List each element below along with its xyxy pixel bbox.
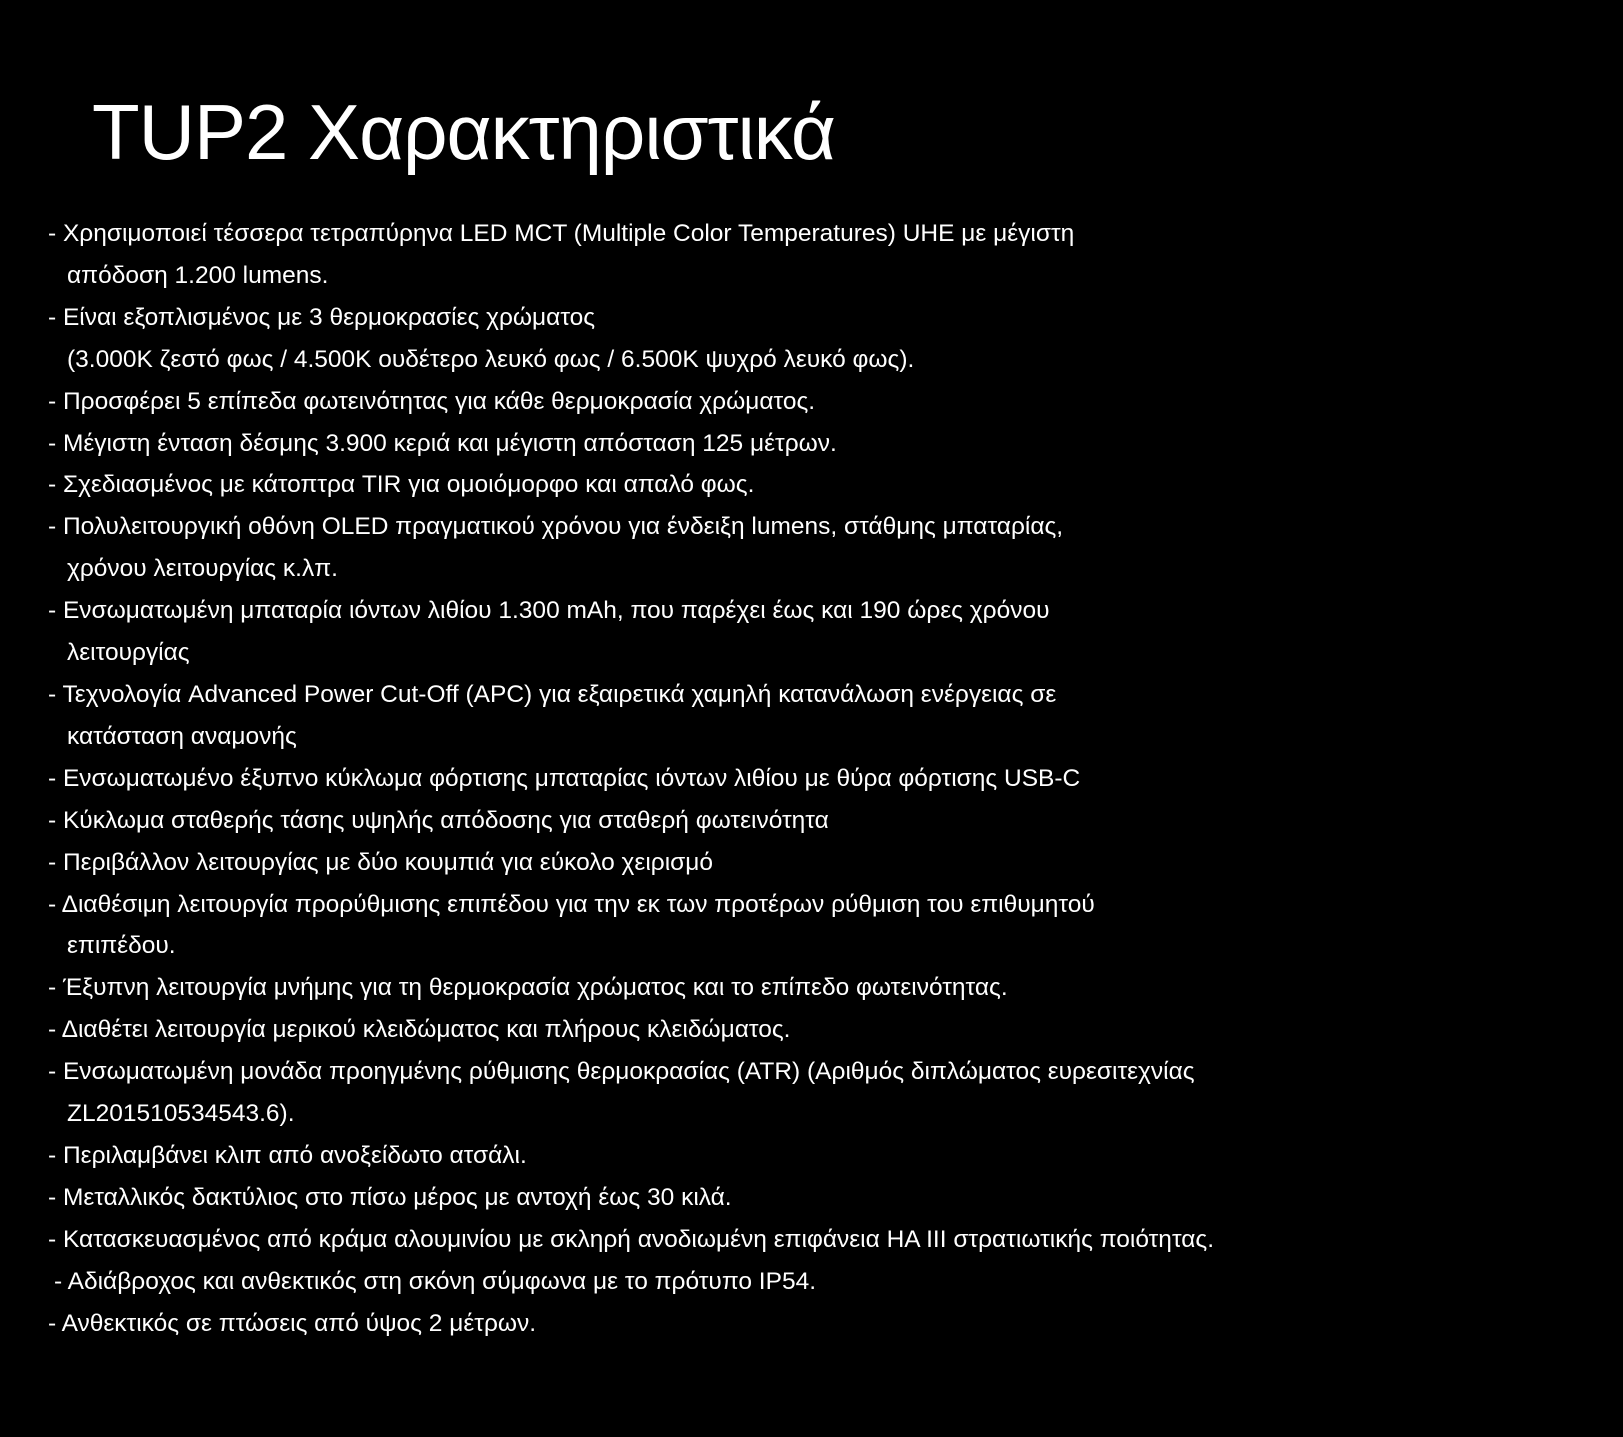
feature-item [48, 674, 1214, 758]
feature-text: - Διαθέσιμη λειτουργία προρύθμισης επιπέδου για την εκ των προτέρων ρύθμιση του επιθυμητού [48, 890, 1095, 918]
feature-item [48, 967, 1214, 1009]
feature-item [48, 758, 1214, 800]
feature-item [48, 800, 1214, 842]
feature-text: - Έξυπνη λειτουργία μνήμης για τη θερμοκρασία χρώματος και το επίπεδο φωτεινότητας. [48, 974, 1008, 1002]
feature-text-continued: επιπέδου. [67, 932, 176, 960]
feature-text: - Ενσωματωμένο έξυπνο κύκλωμα φόρτισης μπαταρίας ιόντων λιθίου με θύρα φόρτισης USB-C [48, 764, 1081, 792]
feature-text: - Ανθεκτικός σε πτώσεις από ύψος 2 μέτρων. [48, 1309, 537, 1337]
feature-text-continued: (3.000K ζεστό φως / 4.500K ουδέτερο λευκό φως / 6.500K ψυχρό λευκό φως). [67, 345, 915, 373]
feature-text: - Πολυλειτουργική οθόνη OLED πραγματικού χρόνου για ένδειξη lumens, στάθμης μπαταρίας, [48, 513, 1064, 541]
feature-item [48, 842, 1214, 884]
features-list [48, 213, 1214, 1344]
feature-item [48, 884, 1214, 968]
feature-text: - Κατασκευασμένος από κράμα αλουμινίου με σκληρή ανοδιωμένη επιφάνεια HA III στρατιωτικής ποιότητας. [48, 1225, 1215, 1253]
feature-text: - Ενσωματωμένη μπαταρία ιόντων λιθίου 1.300 mAh, που παρέχει έως και 190 ώρες χρόνου [48, 597, 1050, 625]
feature-text: - Προσφέρει 5 επίπεδα φωτεινότητας για κάθε θερμοκρασία χρώματος. [48, 387, 816, 415]
feature-text: - Ενσωματωμένη μονάδα προηγμένης ρύθμισης θερμοκρασίας (ATR) (Αριθμός διπλώματος ευρεσιτεχνίας [48, 1058, 1195, 1086]
feature-text: - Κύκλωμα σταθερής τάσης υψηλής απόδοσης για σταθερή φωτεινότητα [48, 806, 829, 834]
feature-item [48, 590, 1214, 674]
feature-text: - Είναι εξοπλισμένος με 3 θερμοκρασίες χρώματος [48, 303, 596, 331]
feature-item [48, 1219, 1214, 1261]
feature-text: - Μέγιστη ένταση δέσμης 3.900 κεριά και μέγιστη απόσταση 125 μέτρων. [48, 429, 837, 457]
feature-text: - Χρησιμοποιεί τέσσερα τετραπύρηνα LED MCT (Multiple Color Temperatures) UHE με μέγιστη [48, 220, 1075, 247]
feature-text: - Μεταλλικός δακτύλιος στο πίσω μέρος με αντοχή έως 30 κιλά. [48, 1183, 732, 1211]
feature-text: - Διαθέτει λειτουργία μερικού κλειδώματος και πλήρους κλειδώματος. [48, 1016, 791, 1044]
feature-text: - Περιβάλλον λειτουργίας με δύο κουμπιά για εύκολο χειρισμό [48, 848, 714, 876]
feature-item [48, 1051, 1214, 1135]
feature-item [48, 1177, 1214, 1219]
feature-text: - Τεχνολογία Advanced Power Cut-Off (APC) για εξαιρετικά χαμηλή κατανάλωση ενέργειας σε [48, 680, 1057, 708]
feature-text-continued: απόδοση 1.200 lumens. [67, 261, 329, 289]
feature-text: - Σχεδιασμένος με κάτοπτρα TIR για ομοιόμορφο και απαλό φως. [48, 471, 755, 499]
feature-item [48, 423, 1214, 465]
feature-item [48, 1135, 1214, 1177]
feature-item [48, 297, 1214, 381]
feature-text: - Αδιάβροχος και ανθεκτικός στη σκόνη σύμφωνα με το πρότυπο IP54. [54, 1267, 817, 1295]
feature-text-continued: κατάσταση αναμονής [67, 722, 297, 750]
page-title: TUP2 Χαρακτηριστικά [92, 88, 835, 176]
feature-item [48, 1009, 1214, 1051]
feature-item [48, 213, 1214, 297]
feature-text-continued: λειτουργίας [67, 639, 190, 667]
feature-item [48, 506, 1214, 590]
feature-item [48, 1303, 1214, 1345]
feature-text-continued: χρόνου λειτουργίας κ.λπ. [67, 555, 338, 583]
feature-item [48, 464, 1214, 506]
feature-item [48, 1261, 1214, 1303]
feature-text-continued: ZL201510534543.6). [67, 1100, 295, 1128]
feature-item [48, 381, 1214, 423]
feature-text: - Περιλαμβάνει κλιπ από ανοξείδωτο ατσάλι. [48, 1141, 527, 1169]
